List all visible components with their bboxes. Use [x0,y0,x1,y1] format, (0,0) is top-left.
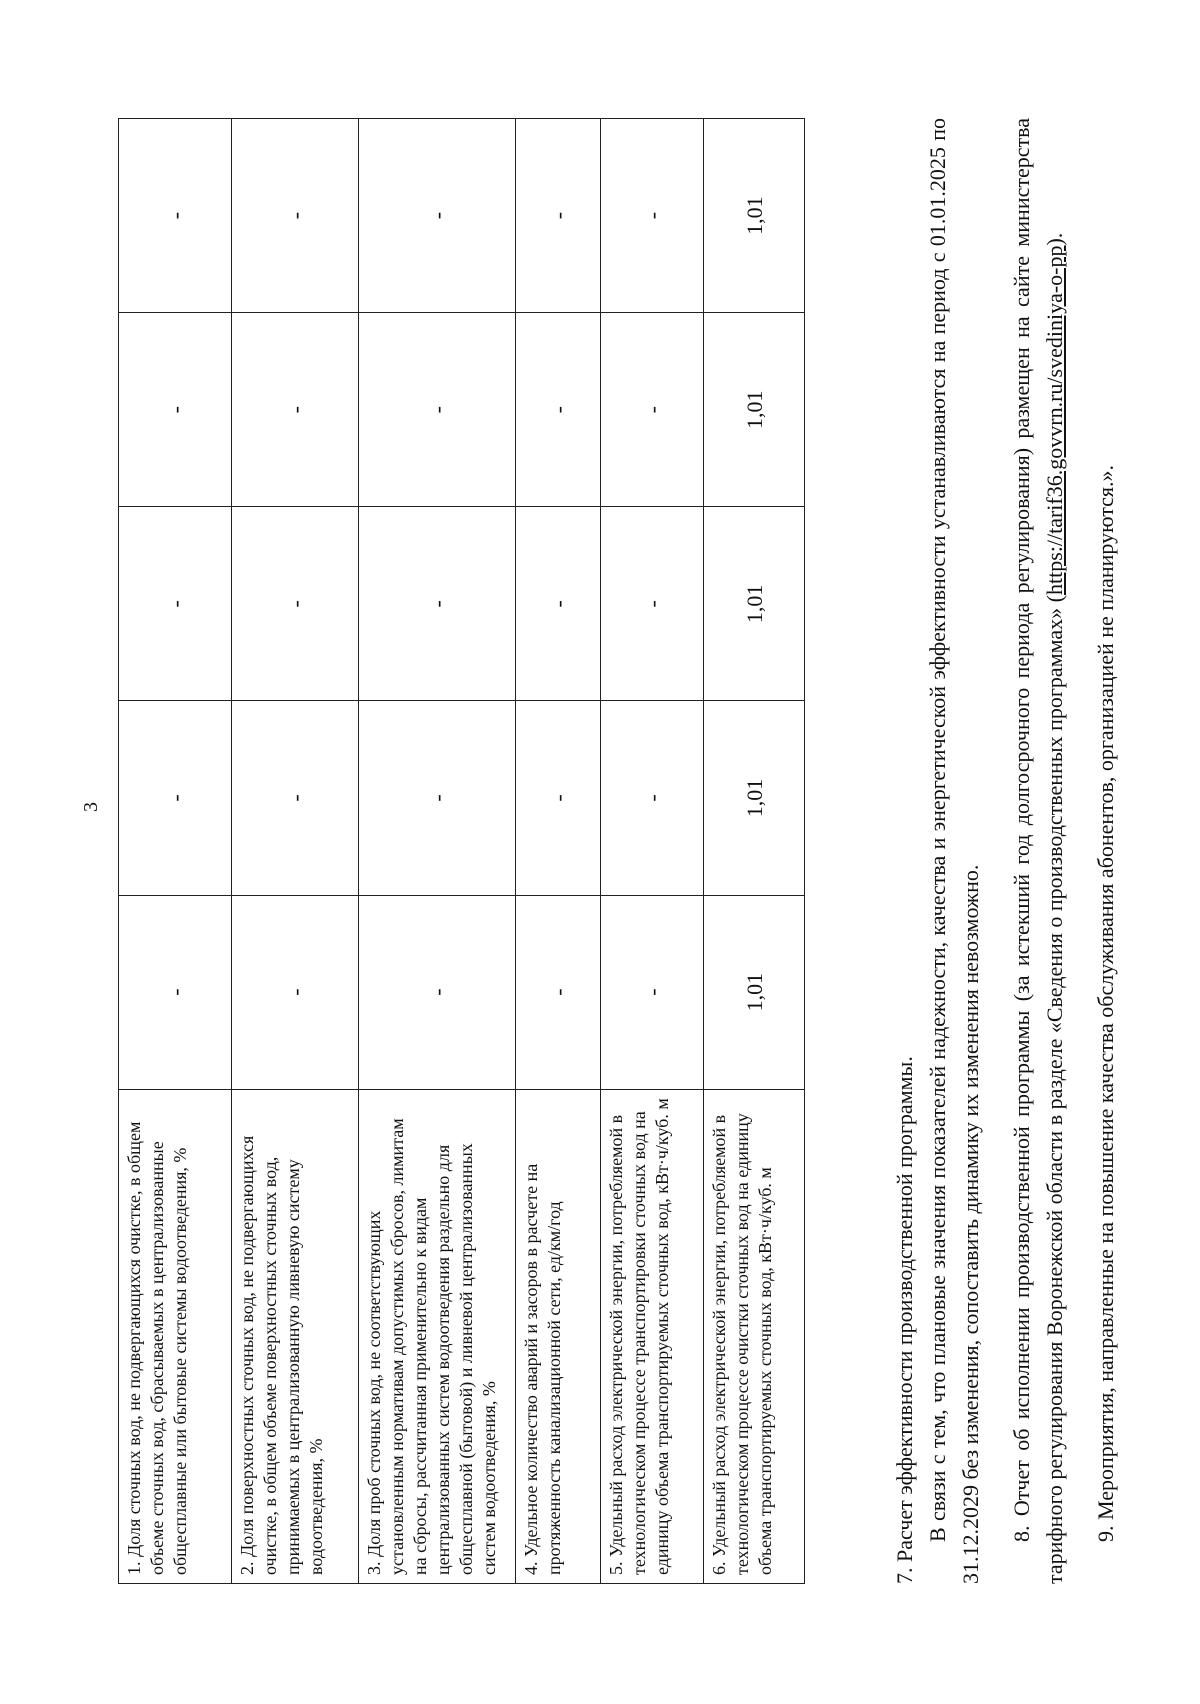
indicator-value: - [516,507,601,701]
indicator-value: - [119,507,232,701]
indicator-value: - [601,701,704,895]
indicator-value: 1,01 [704,313,805,507]
indicator-value: - [232,507,359,701]
indicator-value: - [119,119,232,313]
indicator-label: 3. Доля проб сточных вод, не соответствующих установленным нормативам допустимых сбросов, лимитам на сбросы, рассчитанная применительно к видам централизованных систем водоотведения раздельно для общесплавной (бытовой) и ливневой централизованных систем водоотведения, % [359,1089,516,1583]
table-row [119,119,232,1584]
indicator-value: - [119,701,232,895]
section-8-link[interactable]: https://tarif36.govvrn.ru/svediniya-o-pp [1042,245,1067,596]
table-row [516,119,601,1584]
indicator-label: 2. Доля поверхностных сточных вод, не подвергающихся очистке, в общем объеме поверхностных сточных вод, принимаемых в централизованную ливневую систему водоотведения, % [232,1089,359,1583]
indicator-label: 6. Удельный расход электрической энергии, потребляемой в технологическом процессе очистки сточных вод на единицу объема транспортируемых сточных вод, кВт·ч/куб. м [704,1089,805,1583]
indicator-value: - [516,701,601,895]
table-row [359,119,516,1584]
indicator-value: - [359,313,516,507]
page-number: 3 [80,802,102,812]
section-8-text: 8. Отчет об исполнении производственной программы (за истекший год долгосрочного периода регулирования) размещен на сайте министерства тарифного регулирования Воронежской области в разделе «Сведения о производственных программах» ( [1009,118,1067,1584]
table-row [704,119,805,1584]
indicator-value: - [359,895,516,1089]
indicator-label: 4. Удельное количество аварий и засоров в расчете на протяженность канализационной сети, ед/км/год [516,1089,601,1583]
table-row [601,119,704,1584]
indicator-value: - [601,895,704,1089]
indicator-value: - [232,313,359,507]
section-9-paragraph: 9. Мероприятия, направленные на повышение качества обслуживания абонентов, организацией не планируются.». [1093,464,1118,1542]
indicator-value: 1,01 [704,701,805,895]
indicator-value: 1,01 [704,895,805,1089]
indicator-label: 5. Удельный расход электрической энергии, потребляемой в технологическом процессе транспортировки сточных вод на единицу объема транспортируемых сточных вод, кВт·ч/куб. м [601,1089,704,1583]
indicator-value: - [516,895,601,1089]
section-8-paragraph [1005,118,1071,1584]
indicator-value: - [359,701,516,895]
section-8-suffix: ). [1042,232,1067,246]
indicators-table [118,118,805,1584]
section-7-body: В связи с тем, что плановые значения показателей надежности, качества и энергетической эффективности устанавливаются на период с 01.01.2025 по 31.12.2029 без изменения, сопоставить динамику их изменения невозможно. [925,118,983,1584]
indicator-value: - [516,313,601,507]
indicator-value: - [359,507,516,701]
text-block [888,118,1122,1584]
table-row [232,119,359,1584]
section-7-heading: 7. Расчет эффективности производственной программы. [892,1056,917,1584]
indicator-value: - [601,507,704,701]
indicator-value: - [516,119,601,313]
indicator-value: - [232,119,359,313]
indicator-label: 1. Доля сточных вод, не подвергающихся очистке, в общем объеме сточных вод, сбрасываемых в централизованные общесплавные или бытовые системы водоотведения, % [119,1089,232,1583]
indicator-value: - [119,895,232,1089]
indicator-value: 1,01 [704,507,805,701]
indicator-value: - [601,313,704,507]
indicator-value: - [232,701,359,895]
indicator-value: 1,01 [704,119,805,313]
indicator-value: - [359,119,516,313]
indicator-value: - [601,119,704,313]
indicators-table-body [119,119,805,1584]
indicator-value: - [232,895,359,1089]
indicator-value: - [119,313,232,507]
